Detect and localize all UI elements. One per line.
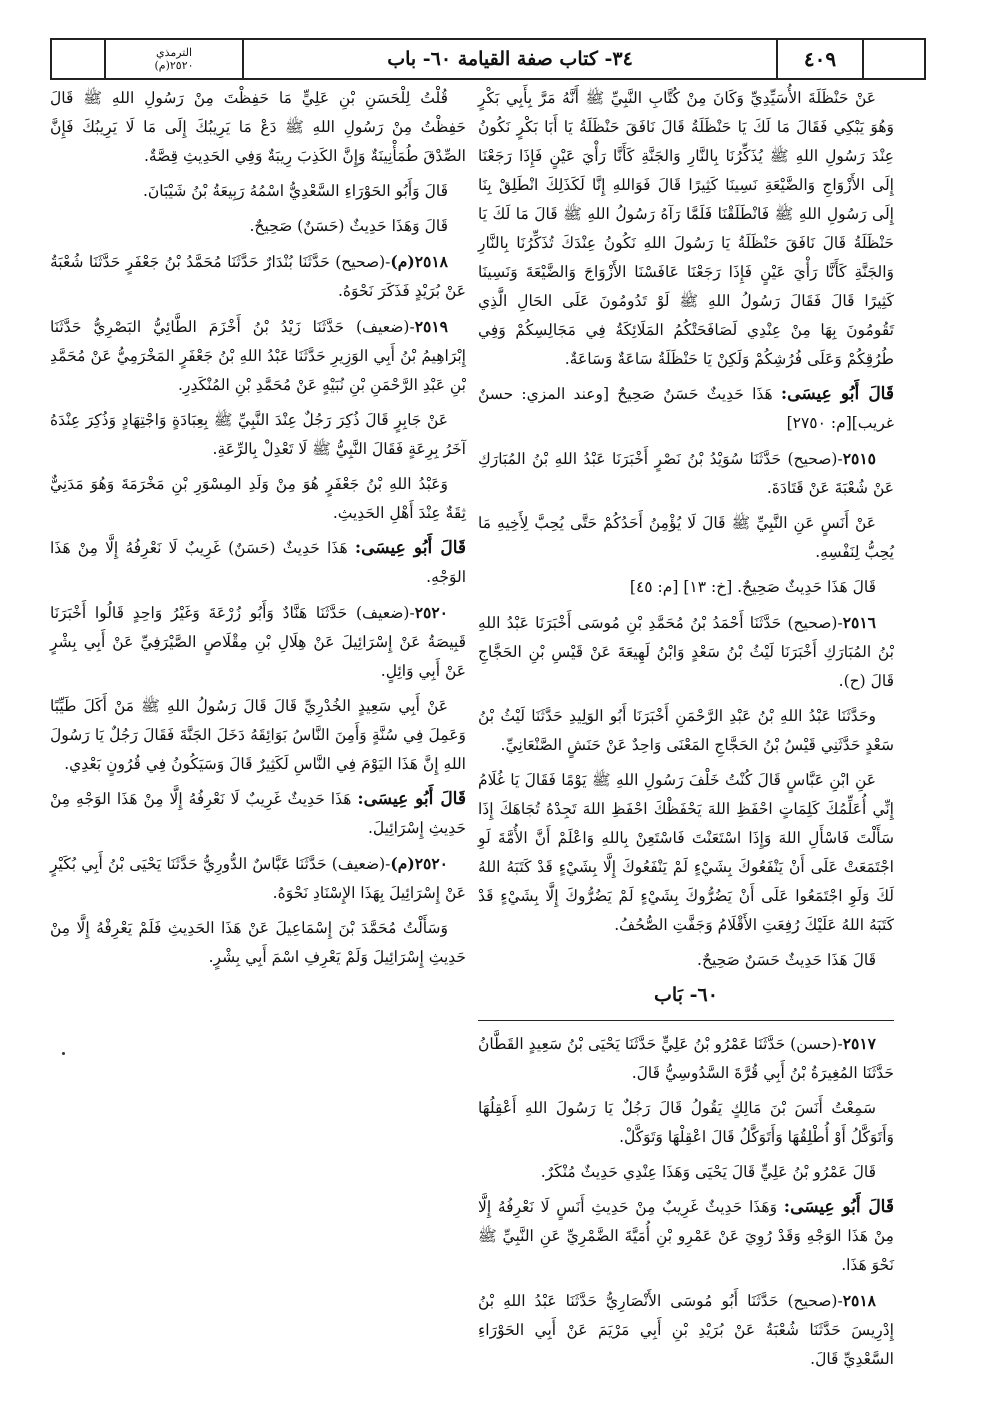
paragraph: قَالَ هَذَا حَدِيثٌ صَحِيحٌ. [خ: ١٣] [م: ٤٥] — [629, 578, 876, 596]
hadith-entry — [50, 598, 466, 686]
abu-isa-label: قَالَ أَبُو عِيسَى: — [780, 384, 894, 404]
header-empty-cell-right — [862, 40, 924, 78]
paragraph — [478, 1193, 894, 1280]
abu-isa-label: قَالَ أَبُو عِيسَى: — [357, 789, 466, 809]
isnad-text: -(حسن) حَدَّثَنَا عَمْرُو بْنُ عَلِيٍّ حَدَّثَنَا يَحْيَى بْنُ سَعِيدٍ القَطَّانُ حَدَّثَنَا المُغِيرَةُ بْنُ أَبِي قُرَّةَ السَّدُوسِيُّ قَالَ. — [478, 1035, 894, 1082]
page-header — [50, 38, 926, 80]
hadith-entry — [478, 608, 894, 696]
paragraph: قَالَ وَهَذَا حَدِيثٌ (حَسَنٌ) صَحِيحٌ. — [249, 217, 448, 235]
hadith-entry — [478, 444, 894, 503]
hadith-entry — [478, 1286, 894, 1374]
paragraph: قَالَ عَمْرُو بْنُ عَلِيٍّ قَالَ يَحْيَى وَهَذَا عِنْدِي حَدِيثٌ مُنْكَرٌ. — [540, 1163, 876, 1181]
grading-text: هَذَا حَدِيثٌ غَرِيبٌ لَا نَعْرِفُهُ إِلَّا مِنْ هَذَا الوَجْهِ مِنْ حَدِيثِ إِسْرَائِيلَ. — [50, 790, 466, 837]
paragraph: سَمِعْتُ أَنَسَ بْنَ مَالِكٍ يَقُولُ قَالَ رَجُلٌ يَا رَسُولَ اللهِ أَعْقِلُهَا وَأَتَوَكَّلُ أَوْ أُطْلِقُهَا وَأَتَوَكَّلُ قَالَ اعْقِلْهَا وَتَوَكَّلْ. — [478, 1099, 894, 1146]
isnad-text: -(صحيح) حَدَّثَنَا أَحْمَدُ بْنُ مُحَمَّدِ بْنِ مُوسَى أَخْبَرَنَا عَبْدُ اللهِ بْنُ المُبَارَكِ أَخْبَرَنَا لَيْثُ بْنُ سَعْدٍ وَابْنُ لَهِيعَةَ عَنْ قَيْسِ بْنِ الحَجَّاجِ قَالَ (ح). — [478, 614, 894, 690]
right-column — [478, 84, 894, 1380]
paragraph: وَسَأَلْتُ مُحَمَّدَ بْنَ إِسْمَاعِيلَ عَنْ هَذَا الحَدِيثِ فَلَمْ يَعْرِفْهُ إِلَّا مِنْ حَدِيثِ إِسْرَائِيلَ وَلَمْ يَعْرِفِ اسْمَ أَبِي بِشْرٍ. — [50, 919, 466, 966]
hadith-entry — [478, 1029, 894, 1088]
hadith-entry — [50, 312, 466, 400]
hadith-number: ٢٥١٧ — [842, 1034, 876, 1053]
page-number: ٤٠٩ — [776, 40, 862, 78]
reference-book-name: الترمذي — [155, 46, 193, 59]
hadith-number: ٢٥١٨(م) — [390, 252, 448, 271]
abu-isa-label: قَالَ أَبُو عِيسَى: — [354, 538, 467, 558]
stray-dot — [62, 1052, 65, 1055]
grading-text: وَهَذَا حَدِيثٌ غَرِيبٌ مِنْ حَدِيثِ أَنَسٍ لَا نَعْرِفُهُ إِلَّا مِنْ هَذَا الوَجْهِ وَقَدْ رُوِيَ عَنْ عَمْرِو بْنِ أُمَيَّةَ الضَّمْرِيِّ عَنِ النَّبِيِّ ﷺ نَحْوَ هَذَا. — [478, 1198, 894, 1274]
paragraph: قَالَ وَأَبُو الحَوْرَاءِ السَّعْدِيُّ اسْمُهُ رَبِيعَةُ بْنُ شَيْبَانَ. — [142, 182, 448, 200]
paragraph: عَنْ أَبِي سَعِيدٍ الخُدْرِيِّ قَالَ قَالَ رَسُولُ اللهِ ﷺ مَنْ أَكَلَ طَيِّبًا وَعَمِلَ فِي سُنَّةٍ وَأَمِنَ النَّاسُ بَوَائِقَهُ دَخَلَ الجَنَّةَ فَقَالَ رَجُلٌ يَا رَسُولَ اللهِ إِنَّ هَذَا اليَوْمَ فِي النَّاسِ لَكَثِيرٌ قَالَ وَسَيَكُونُ فِي قُرُونٍ بَعْدِي. — [50, 697, 466, 773]
grading-text: هَذَا حَدِيثٌ حَسَنٌ صَحِيحٌ [وعند المزي: حسنٌ غريب][م: ٢٧٥٠] — [478, 385, 894, 432]
paragraph: عَنْ جَابِرٍ قَالَ ذُكِرَ رَجُلٌ عِنْدَ النَّبِيِّ ﷺ بِعِبَادَةٍ وَاجْتِهَادٍ وَذُكِرَ عِنْدَهُ آخَرُ بِرِعَةٍ فَقَالَ النَّبِيُّ ﷺ لَا تَعْدِلْ بِالرِّعَةِ. — [50, 411, 466, 458]
isnad-text: -(صحيح) حَدَّثَنَا أَبُو مُوسَى الأَنْصَارِيُّ حَدَّثَنَا عَبْدُ اللهِ بْنُ إِدْرِيسَ حَدَّثَنَا شُعْبَةُ عَنْ بُرَيْدِ بْنِ أَبِي مَرْيَمَ عَنْ أَبِي الحَوْرَاءِ السَّعْدِيِّ قَالَ. — [478, 1292, 894, 1368]
paragraph: قَالَ هَذَا حَدِيثٌ حَسَنٌ صَحِيحٌ. — [697, 951, 876, 969]
paragraph: عَنْ حَنْظَلَةَ الأُسَيِّدِيِّ وَكَانَ مِنْ كُتَّابِ النَّبِيِّ ﷺ أَنَّهُ مَرَّ بِأَبِي بَكْرٍ وَهُوَ يَبْكِي فَقَالَ مَا لَكَ يَا حَنْظَلَةُ قَالَ نَافَقَ حَنْظَلَةُ يَا أَبَا بَكْرٍ نَكُونُ عِنْدَ رَسُولِ اللهِ ﷺ يُذَكِّرُنَا بِالنَّارِ وَالجَنَّةِ كَأَنَّا رَأْيَ عَيْنٍ فَإِذَا رَجَعْنَا إِلَى الأَزْوَاجِ وَالضَّيْعَةِ نَسِينَا كَثِيرًا قَالَ فَوَاللهِ إِنَّا لَكَذَلِكَ انْطَلِقْ بِنَا إِلَى رَسُولِ اللهِ ﷺ فَانْطَلَقْنَا فَلَمَّا رَآهُ رَسُولُ اللهِ ﷺ قَالَ مَا لَكَ يَا حَنْظَلَةُ قَالَ نَافَقَ حَنْظَلَةُ يَا رَسُولَ اللهِ نَكُونُ عِنْدَكَ تُذَكِّرُنَا بِالنَّارِ وَالجَنَّةِ كَأَنَّا رَأْيَ عَيْنٍ فَإِذَا رَجَعْنَا عَافَسْنَا الأَزْوَاجَ وَالضَّيْعَةَ وَنَسِينَا كَثِيرًا قَالَ فَقَالَ رَسُولُ اللهِ ﷺ لَوْ تَدُومُونَ عَلَى الحَالِ الَّذِي تَقُومُونَ بِهَا مِنْ عِنْدِي لَصَافَحَتْكُمُ المَلَائِكَةُ فِي مَجَالِسِكُمْ وَفِي طُرُقِكُمْ وَعَلَى فُرُشِكُمْ وَلَكِنْ يَا حَنْظَلَةُ سَاعَةٌ وَسَاعَةٌ. — [478, 89, 894, 368]
paragraph: قُلْتُ لِلْحَسَنِ بْنِ عَلِيٍّ مَا حَفِظْتَ مِنْ رَسُولِ اللهِ ﷺ قَالَ حَفِظْتُ مِنْ رَسُولِ اللهِ ﷺ دَعْ مَا يَرِيبُكَ إِلَى مَا لَا يَرِيبُكَ فَإِنَّ الصِّدْقَ طُمَأْنِينَةٌ وَإِنَّ الكَذِبَ رِيبَةٌ وَفِي الحَدِيثِ قِصَّةٌ. — [50, 89, 466, 165]
left-column — [50, 84, 466, 978]
hadith-number: ٢٥٢٠ — [414, 603, 448, 622]
hadith-entry — [50, 849, 466, 908]
isnad-text: -(ضعيف) حَدَّثَنَا عَبَّاسٌ الدُّورِيُّ حَدَّثَنَا يَحْيَى بْنُ أَبِي بُكَيْرٍ عَنْ إِسْرَائِيلَ بِهَذَا الإِسْنَادِ نَحْوَهُ. — [50, 855, 466, 902]
isnad-text: -(ضعيف) حَدَّثَنَا هَنَّادٌ وَأَبُو زُرْعَةَ وَغَيْرُ وَاحِدٍ قَالُوا أَخْبَرَنَا قَبِيصَةُ عَنْ إِسْرَائِيلَ عَنْ هِلَالِ بْنِ مِقْلَاصٍ الصَّيْرَفِيِّ عَنْ أَبِي بِشْرٍ عَنْ أَبِي وَائِلٍ. — [50, 604, 466, 680]
hadith-number: ٢٥١٨ — [842, 1291, 876, 1310]
isnad-text: -(صحيح) حَدَّثَنَا بُنْدَارٌ حَدَّثَنَا مُحَمَّدُ بْنُ جَعْفَرٍ حَدَّثَنَا شُعْبَةُ عَنْ بُرَيْدٍ فَذَكَرَ نَحْوَهُ. — [50, 253, 466, 300]
paragraph — [478, 380, 894, 438]
paragraph: عَنْ أَنَسٍ عَنِ النَّبِيِّ ﷺ قَالَ لَا يُؤْمِنُ أَحَدُكُمْ حَتَّى يُحِبَّ لِأَخِيهِ مَا يُحِبُّ لِنَفْسِهِ. — [478, 514, 894, 561]
paragraph — [50, 785, 466, 843]
paragraph: وحَدَّثَنَا عَبْدُ اللهِ بْنُ عَبْدِ الرَّحْمَنِ أَخْبَرَنَا أَبُو الوَلِيدِ حَدَّثَنَا لَيْثُ بْنُ سَعْدٍ حَدَّثَنِي قَيْسُ بْنُ الحَجَّاجِ المَعْنَى وَاحِدٌ عَنْ حَنَشٍ الصَّنْعَانِيِّ. — [478, 707, 894, 754]
reference-hadith-range: ٢٥٢٠(م) — [154, 59, 194, 72]
section-divider — [478, 1020, 894, 1021]
paragraph: عَنِ ابْنِ عَبَّاسٍ قَالَ كُنْتُ خَلْفَ رَسُولِ اللهِ ﷺ يَوْمًا فَقَالَ يَا غُلَامُ إِنِّي أُعَلِّمُكَ كَلِمَاتٍ احْفَظِ اللهَ يَحْفَظْكَ احْفَظِ اللهَ تَجِدْهُ تُجَاهَكَ إِذَا سَأَلْتَ فَاسْأَلِ اللهَ وَإِذَا اسْتَعَنْتَ فَاسْتَعِنْ بِاللهِ وَاعْلَمْ أَنَّ الأُمَّةَ لَوِ اجْتَمَعَتْ عَلَى أَنْ يَنْفَعُوكَ بِشَيْءٍ لَمْ يَنْفَعُوكَ إِلَّا بِشَيْءٍ قَدْ كَتَبَهُ اللهُ لَكَ وَلَوِ اجْتَمَعُوا عَلَى أَنْ يَضُرُّوكَ بِشَيْءٍ لَمْ يَضُرُّوكَ إِلَّا بِشَيْءٍ قَدْ كَتَبَهُ اللهُ عَلَيْكَ رُفِعَتِ الأَقْلَامُ وَجَفَّتِ الصُّحُفُ. — [478, 771, 894, 934]
paragraph — [50, 534, 466, 592]
paragraph: وَعَبْدُ اللهِ بْنُ جَعْفَرٍ هُوَ مِنْ وَلَدِ المِسْوَرِ بْنِ مَخْرَمَةَ وَهُوَ مَدَنِيٌّ ثِقَةٌ عِنْدَ أَهْلِ الحَدِيثِ. — [50, 475, 466, 522]
header-title: ٣٤- كتاب صفة القيامة ٦٠- باب — [242, 40, 776, 78]
hadith-number: ٢٥١٥ — [842, 449, 876, 468]
hadith-number: ٢٥١٦ — [842, 613, 876, 632]
header-reference — [104, 40, 242, 78]
hadith-entry — [50, 247, 466, 306]
isnad-text: -(ضعيف) حَدَّثَنَا زَيْدُ بْنُ أَخْزَمَ الطَّائِيُّ البَصْرِيُّ حَدَّثَنَا إِبْرَاهِيمُ بْنُ أَبِي الوَزِيرِ حَدَّثَنَا عَبْدُ اللهِ بْنُ جَعْفَرٍ المَخْرَمِيُّ عَنْ مُحَمَّدِ بْنِ عَبْدِ الرَّحْمَنِ بْنِ نُبَيْهٍ عَنْ مُحَمَّدِ بْنِ المُنْكَدِرِ. — [50, 318, 466, 394]
hadith-number: ٢٥١٩ — [414, 317, 448, 336]
hadith-number: ٢٥٢٠(م) — [390, 854, 448, 873]
header-empty-cell-left — [52, 40, 104, 78]
chapter-heading: ٦٠- بَاب — [654, 984, 718, 1006]
abu-isa-label: قَالَ أَبُو عِيسَى: — [783, 1197, 894, 1217]
isnad-text: -(صحيح) حَدَّثَنَا سُوَيْدُ بْنُ نَصْرٍ أَخْبَرَنَا عَبْدُ اللهِ بْنُ المُبَارَكِ عَنْ شُعْبَةَ عَنْ قَتَادَةَ. — [478, 450, 894, 497]
grading-text: هَذَا حَدِيثٌ (حَسَنٌ) غَرِيبٌ لَا نَعْرِفُهُ إِلَّا مِنْ هَذَا الوَجْهِ. — [50, 539, 466, 586]
